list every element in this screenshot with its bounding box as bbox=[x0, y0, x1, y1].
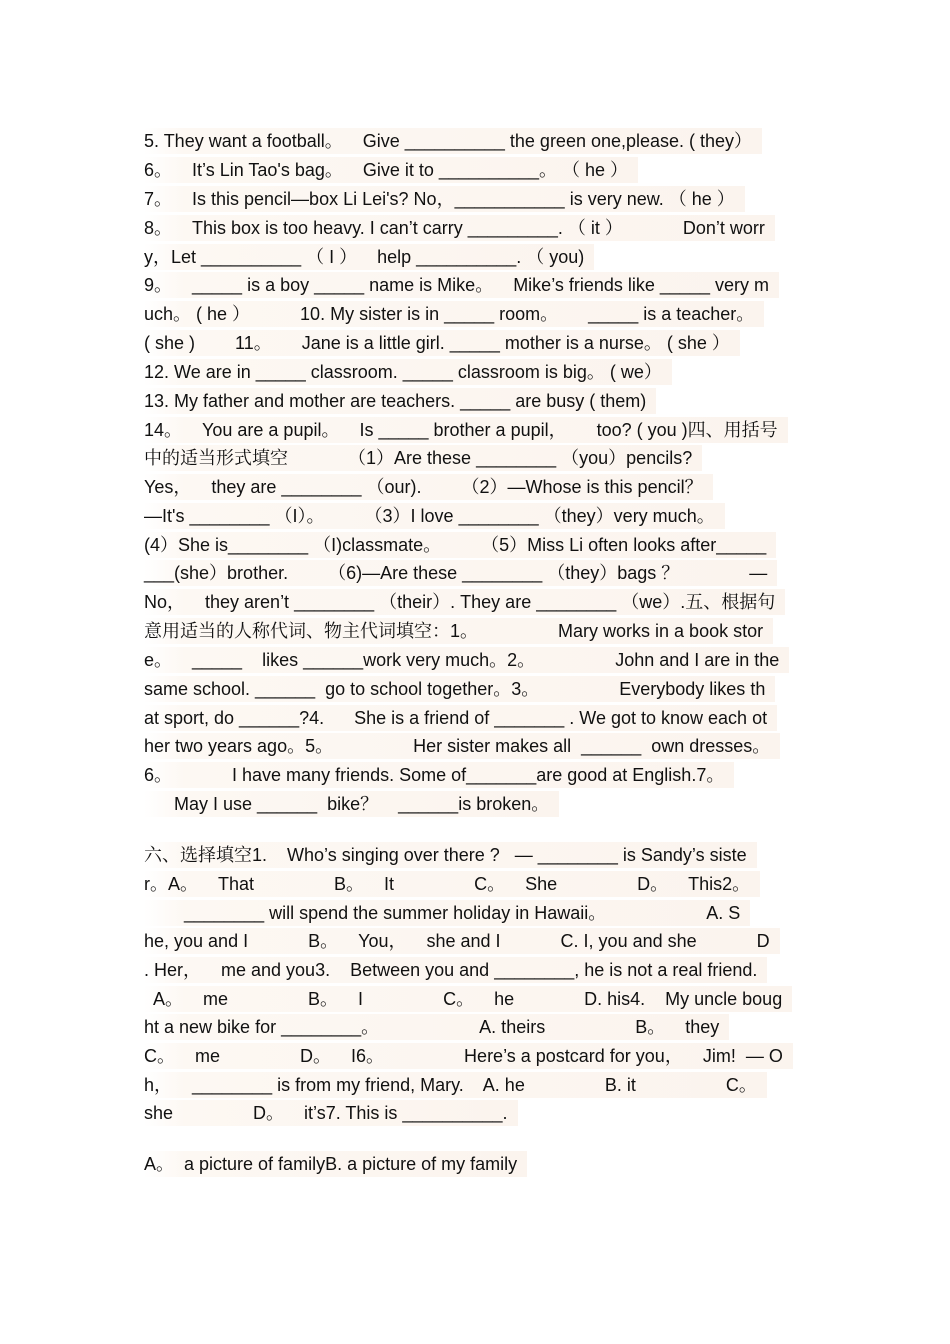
text-line: e。 _____ likes ______work very much。2。 John and I are in the bbox=[144, 647, 789, 673]
text-line: 5. They want a football。 Give __________ the green one,please. ( they） bbox=[144, 128, 762, 154]
text-line: 13. My father and mother are teachers. _____ are busy ( them) bbox=[144, 388, 656, 414]
text-line: 7。 Is this pencil—box Li Lei's? No，___________ is very new. （ he ） bbox=[144, 186, 745, 212]
text-line: uch。 ( he ） 10. My sister is in _____ room。 _____ is a teacher。 bbox=[144, 301, 764, 327]
text-line: . Her， me and you3. Between you and ________, he is not a real friend. bbox=[144, 957, 767, 983]
text-line: she D。 it’s7. This is __________. bbox=[144, 1100, 518, 1126]
text-line: her two years ago。5。 Her sister makes all ______ own dresses。 bbox=[144, 733, 780, 759]
text-line: y，Let __________ （ I ） help __________. （ you) bbox=[144, 244, 594, 270]
text-line: 意用适当的人称代词、物主代词填空：1。 Mary works in a book stor bbox=[144, 618, 773, 644]
text-line: 六、选择填空1. Who’s singing over there ? — ________ is Sandy’s siste bbox=[144, 842, 757, 868]
text-line: same school. ______ go to school together。3。 Everybody likes th bbox=[144, 676, 775, 702]
text-line: May I use ______ bike？ ______is broken。 bbox=[144, 791, 559, 817]
text-line: he, you and I B。 You， she and I C. I, you and she D bbox=[144, 928, 780, 954]
text-line: —It's ________ （I）。 （3）I love ________ （they）very much。 bbox=[144, 503, 725, 529]
text-line: ( she ) 11。 Jane is a little girl. _____ mother is a nurse。 ( she ） bbox=[144, 330, 740, 356]
text-line: at sport, do ______?4. She is a friend of _______ . We got to know each ot bbox=[144, 705, 777, 731]
text-line: 6。 It’s Lin Tao's bag。 Give it to __________。 （ he ） bbox=[144, 157, 638, 183]
text-line: ___(she）brother. （6)—Are these ________ （they）bags ？ — bbox=[144, 560, 777, 586]
text-line: A。 a picture of familyB. a picture of my family bbox=[144, 1151, 527, 1177]
text-line: h， ________ is from my friend, Mary. A. he B. it C。 bbox=[144, 1072, 767, 1098]
text-line: 中的适当形式填空 （1）Are these ________ （you）pencils? bbox=[144, 445, 702, 471]
text-line: 6。 I have many friends. Some of_______are good at English.7。 bbox=[144, 762, 734, 788]
text-line: 8。 This box is too heavy. I can’t carry _________. （ it ） Don’t worr bbox=[144, 215, 775, 241]
text-line: (4）She is________ （I)classmate。 （5）Miss Li often looks after_____ bbox=[144, 532, 776, 558]
text-line: 14。 You are a pupil。 Is _____ brother a pupil， too? ( you )四、用括号 bbox=[144, 417, 788, 443]
text-line: 12. We are in _____ classroom. _____ classroom is big。 ( we） bbox=[144, 359, 672, 385]
text-line: No， they aren’t ________ （their）. They are ________ （we）.五、根据句 bbox=[144, 589, 785, 615]
text-line: 9。 _____ is a boy _____ name is Mike。 Mike’s friends like _____ very m bbox=[144, 272, 779, 298]
text-line: ________ will spend the summer holiday in Hawaii。 A. S bbox=[144, 900, 750, 926]
text-line: Yes， they are ________ （our). （2）—Whose is this pencil？ bbox=[144, 474, 713, 500]
text-line: A。 me B。 I C。 he D. his4. My uncle boug bbox=[144, 986, 792, 1012]
text-line: ht a new bike for ________。 A. theirs B。 they bbox=[144, 1014, 729, 1040]
text-line: r。A。 That B。 It C。 She D。 This2。 bbox=[144, 871, 760, 897]
text-line: C。 me D。 I6。 Here’s a postcard for you， Jim! — O bbox=[144, 1043, 793, 1069]
